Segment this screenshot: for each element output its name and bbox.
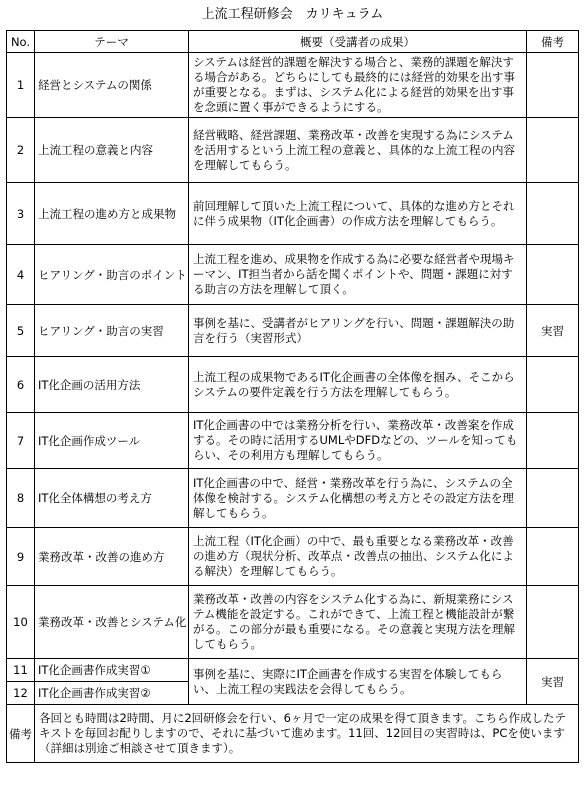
row-summary: 前回理解して頂いた上流工程について、具体的な進め方とそれに伴う成果物（IT化企画書）の作成方法を理解してもらう。	[189, 183, 527, 245]
table-row	[7, 659, 579, 682]
row-summary: 上流工程を進め、成果物を作成する為に必要な経営者や現場キーマン、IT担当者から話を聞くポイントや、問題・課題に対する助言の方法を理解して頂く。	[189, 245, 527, 305]
row-summary: 上流工程（IT化企画）の中で、最も重要となる業務改革・改善の進め方（現状分析、改革点・改善点の抽出、システム化による解決）を理解してもらう。	[189, 528, 527, 586]
row-theme: IT化全体構想の考え方	[35, 469, 189, 528]
table-row	[7, 413, 579, 469]
row-theme: IT化企画の活用方法	[35, 357, 189, 413]
row-summary: IT化企画書の中では業務分析を行い、業務改革・改善案を作成する。その時に活用するUMLやDFDなどの、ツールを知ってもらい、その利用方も理解してもらう。	[189, 413, 527, 469]
row-note	[527, 528, 579, 586]
row-note	[527, 183, 579, 245]
row-no: 11	[7, 659, 35, 682]
row-no: 1	[7, 53, 35, 118]
row-theme: 経営とシステムの関係	[35, 53, 189, 118]
row-note	[527, 357, 579, 413]
row-no: 12	[7, 682, 35, 705]
remarks-row	[7, 705, 579, 763]
row-no: 4	[7, 245, 35, 305]
row-summary: 事例を基に、実際にIT企画書を作成する実習を体験してもらい、上流工程の実践法を会得してもらう。	[189, 659, 527, 705]
row-summary: 業務改革・改善の内容をシステム化する為に、新規業務にシステム機能を設定する。これができて、上流工程と機能設計が繋がる。この部分が最も重要になる。その意義と実現方法を理解してもらう。	[189, 586, 527, 659]
header-theme: テーマ	[35, 31, 189, 53]
row-no: 2	[7, 118, 35, 183]
row-theme: IT化企画書作成実習①	[35, 659, 189, 682]
table-row	[7, 53, 579, 118]
row-summary: 事例を基に、受講者がヒアリングを行い、問題・課題解決の助言を行う（実習形式）	[189, 305, 527, 357]
row-summary: 上流工程の成果物であるIT化企画書の全体像を掴み、そこからシステムの要件定義を行う方法を理解してもらう。	[189, 357, 527, 413]
row-theme: IT化企画作成ツール	[35, 413, 189, 469]
table-row	[7, 305, 579, 357]
row-note	[527, 245, 579, 305]
table-row	[7, 528, 579, 586]
table-row	[7, 586, 579, 659]
row-theme: 業務改革・改善の進め方	[35, 528, 189, 586]
row-summary: システムは経営的課題を解決する場合と、業務的課題を解決する場合がある。どちらにしても最終的には経営的効果を出す事が重要となる。まずは、システム化による経営的効果を出す事を念頭に置く事ができるようにする。	[189, 53, 527, 118]
table-row	[7, 469, 579, 528]
table-row	[7, 118, 579, 183]
row-no: 5	[7, 305, 35, 357]
row-theme: 上流工程の進め方と成果物	[35, 183, 189, 245]
table-row	[7, 183, 579, 245]
row-summary: 経営戦略、経営課題、業務改革・改善を実現する為にシステムを活用するという上流工程の意義と、具体的な上流工程の内容を理解してもらう。	[189, 118, 527, 183]
row-note	[527, 586, 579, 659]
header-no: No.	[7, 31, 35, 53]
row-theme: IT化企画書作成実習②	[35, 682, 189, 705]
row-no: 6	[7, 357, 35, 413]
header-row	[7, 31, 579, 53]
row-theme: ヒアリング・助言の実習	[35, 305, 189, 357]
curriculum-table	[6, 30, 579, 763]
row-note	[527, 413, 579, 469]
page-title: 上流工程研修会 カリキュラム	[201, 7, 384, 22]
row-note: 実習	[527, 659, 579, 705]
row-note	[527, 53, 579, 118]
row-no: 9	[7, 528, 35, 586]
row-note	[527, 469, 579, 528]
remarks-label: 備考	[7, 705, 35, 763]
row-no: 8	[7, 469, 35, 528]
header-summary: 概要（受講者の成果）	[189, 31, 527, 53]
header-note: 備考	[527, 31, 579, 53]
table-row	[7, 245, 579, 305]
row-theme: 上流工程の意義と内容	[35, 118, 189, 183]
row-note	[527, 118, 579, 183]
row-note: 実習	[527, 305, 579, 357]
row-summary: IT化企画書の中で、経営・業務改革を行う為に、システムの全体像を検討する。システム化構想の考え方とその設定方法を理解してもらう。	[189, 469, 527, 528]
table-row	[7, 357, 579, 413]
row-theme: 業務改革・改善とシステム化	[35, 586, 189, 659]
row-theme: ヒアリング・助言のポイント	[35, 245, 189, 305]
row-no: 7	[7, 413, 35, 469]
row-no: 10	[7, 586, 35, 659]
row-no: 3	[7, 183, 35, 245]
remarks-text: 各回とも時間は2時間、月に2回研修会を行い、6ヶ月で一定の成果を得て頂きます。こちら作成したテキストを毎回お配りしますので、それに基づいて進めます。11回、12回目の実習時は、PCを使います（詳細は別途ご相談させて頂きます）。	[35, 705, 579, 763]
